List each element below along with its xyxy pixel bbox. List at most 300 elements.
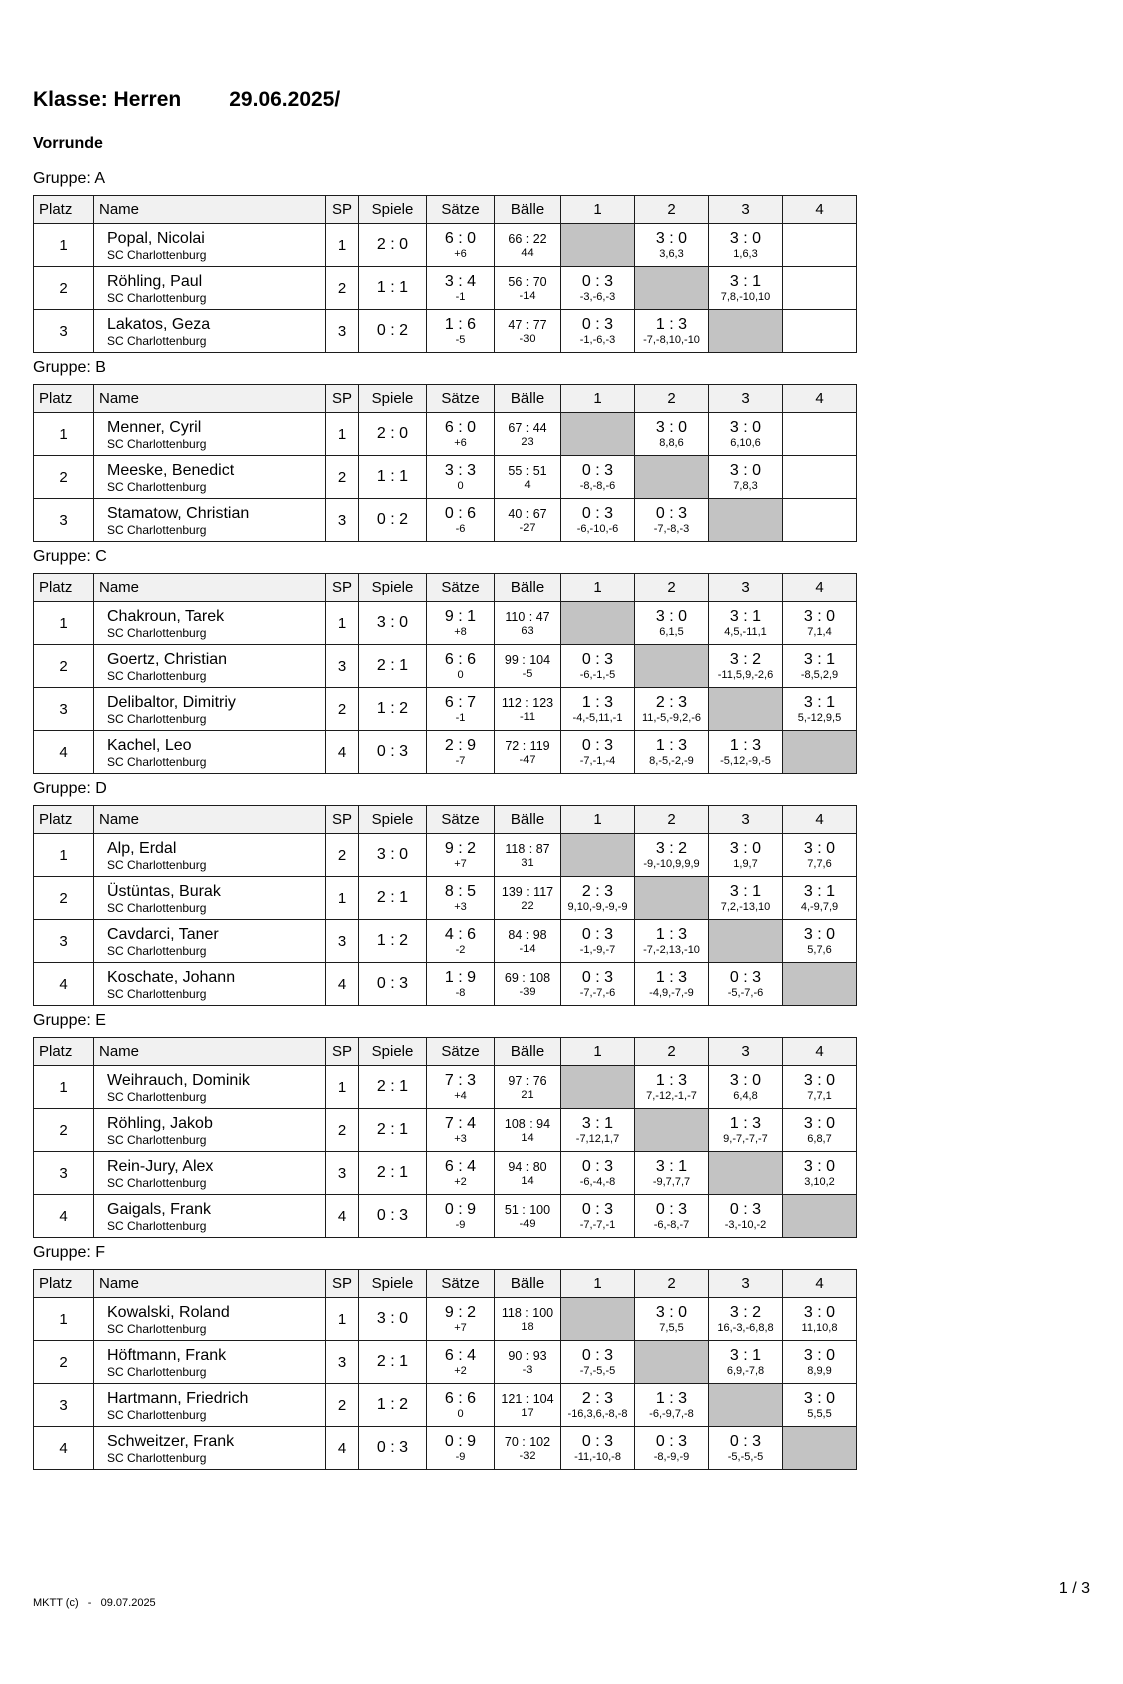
player-row [34, 645, 857, 688]
name-cell [94, 1298, 326, 1341]
saetze-cell [427, 920, 495, 963]
column-header: Sätze [427, 1270, 495, 1298]
spiele-cell: 0 : 3 [359, 1427, 427, 1470]
spiele-cell: 1 : 2 [359, 920, 427, 963]
name-cell [94, 688, 326, 731]
match-cell [783, 1384, 857, 1427]
player-name: Popal, Nicolai [107, 229, 205, 247]
name-cell [94, 1109, 326, 1152]
column-header: 1 [561, 806, 635, 834]
player-row [34, 602, 857, 645]
spiele-cell: 2 : 1 [359, 1066, 427, 1109]
group-section-b [33, 359, 1123, 542]
saetze-cell [427, 877, 495, 920]
player-row [34, 1195, 857, 1238]
baelle-cell [495, 1066, 561, 1109]
baelle-cell [495, 456, 561, 499]
column-header: Platz [34, 385, 94, 413]
player-club: SC Charlottenburg [107, 1132, 207, 1147]
baelle-cell [495, 267, 561, 310]
baelle-cell [495, 1195, 561, 1238]
player-club: SC Charlottenburg [107, 1175, 207, 1190]
column-header: Spiele [359, 574, 427, 602]
saetze-diff: +4 [454, 1090, 467, 1102]
baelle-cell [495, 877, 561, 920]
spiele-cell: 3 : 0 [359, 834, 427, 877]
column-header: 4 [783, 196, 857, 224]
baelle-diff: 4 [524, 478, 531, 491]
column-header: Bälle [495, 1270, 561, 1298]
platz-cell: 4 [34, 1195, 94, 1238]
player-name: Goertz, Christian [107, 650, 228, 668]
match-score: 3 : 2 [729, 1303, 762, 1321]
match-cell [561, 1341, 635, 1384]
sp-cell: 1 [326, 413, 359, 456]
match-score: 1 : 3 [655, 736, 688, 754]
column-header: Spiele [359, 196, 427, 224]
match-points: -6,-1,-5 [579, 668, 616, 681]
player-name: Koschate, Johann [107, 968, 236, 986]
column-header: 1 [561, 1038, 635, 1066]
group-label: Gruppe: D [33, 780, 107, 797]
match-cell [709, 731, 783, 774]
page-number: 1 / 3 [1058, 1580, 1090, 1597]
saetze-cell [427, 1298, 495, 1341]
match-cell [709, 834, 783, 877]
player-row [34, 1384, 857, 1427]
player-name: Meeske, Benedict [107, 461, 235, 479]
match-cell [561, 1152, 635, 1195]
match-points: -7,-1,-4 [579, 754, 616, 767]
name-cell [94, 877, 326, 920]
match-cell [783, 920, 857, 963]
player-club: SC Charlottenburg [107, 625, 207, 640]
baelle-score: 66 : 22 [508, 231, 547, 246]
name-cell [94, 645, 326, 688]
column-header: 2 [635, 1270, 709, 1298]
platz-cell: 2 [34, 877, 94, 920]
column-header: 2 [635, 1038, 709, 1066]
sp-cell: 3 [326, 1341, 359, 1384]
match-score: 3 : 1 [655, 1157, 688, 1175]
name-cell [94, 963, 326, 1006]
column-header: Bälle [495, 806, 561, 834]
column-header: 1 [561, 385, 635, 413]
match-score: 3 : 0 [803, 1114, 836, 1132]
match-score: 0 : 3 [655, 1432, 688, 1450]
match-cell [561, 310, 635, 353]
player-row [34, 834, 857, 877]
match-points: 6,4,8 [733, 1089, 758, 1102]
saetze-score: 9 : 2 [444, 1304, 477, 1321]
group-table-b [33, 384, 857, 542]
header-row [34, 1038, 857, 1066]
self-match-cell [561, 1066, 635, 1109]
self-match-cell [783, 731, 857, 774]
match-score: 0 : 3 [729, 1200, 762, 1218]
column-header: 4 [783, 1038, 857, 1066]
match-score: 1 : 3 [581, 693, 614, 711]
saetze-diff: +7 [454, 1322, 467, 1334]
baelle-score: 97 : 76 [508, 1073, 547, 1088]
match-cell [635, 1384, 709, 1427]
saetze-cell [427, 1152, 495, 1195]
saetze-score: 4 : 6 [444, 926, 477, 943]
baelle-diff: 17 [521, 1406, 534, 1419]
header-row [34, 806, 857, 834]
match-score: 0 : 3 [581, 925, 614, 943]
match-score: 3 : 1 [729, 1346, 762, 1364]
saetze-diff: +7 [454, 858, 467, 870]
match-cell [635, 963, 709, 1006]
column-header: SP [326, 1038, 359, 1066]
name-cell [94, 456, 326, 499]
match-points: -1,-9,-7 [579, 943, 616, 956]
platz-cell: 4 [34, 963, 94, 1006]
baelle-cell [495, 688, 561, 731]
player-row [34, 963, 857, 1006]
saetze-cell [427, 645, 495, 688]
match-cell [635, 1298, 709, 1341]
column-header: Sätze [427, 574, 495, 602]
spiele-cell: 3 : 0 [359, 602, 427, 645]
name-cell [94, 1195, 326, 1238]
baelle-diff: 14 [521, 1174, 534, 1187]
saetze-score: 0 : 9 [444, 1201, 477, 1218]
baelle-cell [495, 224, 561, 267]
match-score: 3 : 0 [803, 1157, 836, 1175]
baelle-cell [495, 1341, 561, 1384]
match-points: -5,-7,-6 [727, 986, 764, 999]
spiele-cell: 1 : 1 [359, 267, 427, 310]
column-header: 2 [635, 806, 709, 834]
baelle-score: 40 : 67 [508, 506, 547, 521]
saetze-cell [427, 1427, 495, 1470]
match-score: 3 : 0 [655, 607, 688, 625]
column-header: Spiele [359, 1038, 427, 1066]
platz-cell: 2 [34, 645, 94, 688]
match-cell [635, 834, 709, 877]
match-cell [709, 963, 783, 1006]
saetze-score: 6 : 6 [444, 651, 477, 668]
saetze-score: 9 : 2 [444, 840, 477, 857]
column-header: 3 [709, 806, 783, 834]
table-body [34, 413, 857, 542]
player-row [34, 1298, 857, 1341]
player-name: Kachel, Leo [107, 736, 192, 754]
empty-match-cell [783, 224, 857, 267]
baelle-score: 55 : 51 [508, 463, 547, 478]
table-body [34, 602, 857, 774]
saetze-diff: -1 [455, 712, 466, 724]
round-title: Vorrunde [33, 135, 103, 152]
baelle-cell [495, 920, 561, 963]
match-points: 8,-5,-2,-9 [649, 754, 694, 767]
match-points: 11,10,8 [801, 1321, 838, 1334]
match-cell [635, 688, 709, 731]
match-points: 6,1,5 [659, 625, 684, 638]
saetze-diff: -6 [455, 523, 466, 535]
match-score: 3 : 1 [729, 607, 762, 625]
spiele-cell: 0 : 3 [359, 1195, 427, 1238]
column-header: Name [94, 806, 326, 834]
sp-cell: 1 [326, 1298, 359, 1341]
match-score: 3 : 0 [655, 418, 688, 436]
saetze-cell [427, 834, 495, 877]
player-row [34, 688, 857, 731]
match-cell [635, 1066, 709, 1109]
baelle-diff: -14 [519, 942, 536, 955]
match-points: -4,-5,11,-1 [572, 711, 623, 724]
player-name: Menner, Cyril [107, 418, 202, 436]
saetze-cell [427, 267, 495, 310]
match-points: -11,-10,-8 [574, 1450, 621, 1463]
player-name: Röhling, Paul [107, 272, 203, 290]
player-club: SC Charlottenburg [107, 1321, 207, 1336]
spiele-cell: 0 : 3 [359, 963, 427, 1006]
match-score: 2 : 3 [581, 1389, 614, 1407]
match-points: 4,-9,7,9 [800, 900, 839, 913]
group-table-a [33, 195, 857, 353]
match-cell [561, 688, 635, 731]
match-score: 1 : 3 [655, 1389, 688, 1407]
name-cell [94, 1066, 326, 1109]
platz-cell: 4 [34, 731, 94, 774]
player-club: SC Charlottenburg [107, 436, 207, 451]
match-cell [635, 1152, 709, 1195]
match-score: 0 : 3 [655, 504, 688, 522]
column-header: Bälle [495, 1038, 561, 1066]
match-points: 7,7,6 [807, 857, 832, 870]
group-section-d [33, 780, 1123, 1006]
group-label: Gruppe: B [33, 359, 106, 376]
saetze-diff: 0 [457, 1408, 464, 1420]
match-cell [783, 1109, 857, 1152]
player-club: SC Charlottenburg [107, 754, 207, 769]
sp-cell: 4 [326, 731, 359, 774]
match-cell [561, 920, 635, 963]
spiele-cell: 0 : 3 [359, 731, 427, 774]
match-cell [561, 1195, 635, 1238]
saetze-score: 0 : 6 [444, 505, 477, 522]
match-points: 8,9,9 [807, 1364, 832, 1377]
table-head [34, 574, 857, 602]
saetze-diff: +2 [454, 1365, 467, 1377]
empty-match-cell [783, 499, 857, 542]
platz-cell: 3 [34, 310, 94, 353]
self-match-cell [635, 267, 709, 310]
match-points: -5,-5,-5 [727, 1450, 764, 1463]
match-points: -7,-7,-6 [579, 986, 616, 999]
match-points: 1,9,7 [733, 857, 758, 870]
column-header: Spiele [359, 1270, 427, 1298]
column-header: Bälle [495, 196, 561, 224]
self-match-cell [635, 456, 709, 499]
baelle-score: 84 : 98 [508, 927, 547, 942]
sp-cell: 4 [326, 963, 359, 1006]
sp-cell: 1 [326, 602, 359, 645]
match-cell [635, 499, 709, 542]
saetze-score: 1 : 9 [444, 969, 477, 986]
match-cell [561, 267, 635, 310]
column-header: SP [326, 196, 359, 224]
platz-cell: 3 [34, 1152, 94, 1195]
saetze-diff: +3 [454, 901, 467, 913]
column-header: 2 [635, 385, 709, 413]
player-name: Rein-Jury, Alex [107, 1157, 214, 1175]
match-cell [783, 834, 857, 877]
name-cell [94, 834, 326, 877]
sp-cell: 3 [326, 1152, 359, 1195]
baelle-cell [495, 1427, 561, 1470]
saetze-score: 0 : 9 [444, 1433, 477, 1450]
match-score: 2 : 3 [655, 693, 688, 711]
saetze-cell [427, 963, 495, 1006]
spiele-cell: 0 : 2 [359, 310, 427, 353]
player-club: SC Charlottenburg [107, 1218, 207, 1233]
name-cell [94, 267, 326, 310]
column-header: Name [94, 1270, 326, 1298]
match-cell [561, 1384, 635, 1427]
match-cell [783, 645, 857, 688]
name-cell [94, 920, 326, 963]
match-cell [561, 645, 635, 688]
match-points: -4,9,-7,-9 [649, 986, 694, 999]
match-score: 3 : 2 [729, 650, 762, 668]
match-cell [709, 645, 783, 688]
match-cell [709, 1341, 783, 1384]
baelle-score: 118 : 87 [505, 841, 550, 856]
baelle-cell [495, 963, 561, 1006]
column-header: 1 [561, 1270, 635, 1298]
saetze-diff: +3 [454, 1133, 467, 1145]
baelle-diff: -14 [519, 289, 536, 302]
match-score: 3 : 0 [803, 1303, 836, 1321]
self-match-cell [635, 645, 709, 688]
sp-cell: 3 [326, 645, 359, 688]
match-points: 6,10,6 [730, 436, 761, 449]
match-points: 7,1,4 [807, 625, 832, 638]
table-head [34, 806, 857, 834]
group-table-d [33, 805, 857, 1006]
name-cell [94, 224, 326, 267]
column-header: Name [94, 574, 326, 602]
match-points: 6,8,7 [807, 1132, 832, 1145]
spiele-cell: 3 : 0 [359, 1298, 427, 1341]
platz-cell: 1 [34, 413, 94, 456]
player-club: SC Charlottenburg [107, 668, 207, 683]
sp-cell: 2 [326, 1384, 359, 1427]
baelle-score: 67 : 44 [508, 420, 547, 435]
match-score: 2 : 3 [581, 882, 614, 900]
match-points: -7,12,1,7 [575, 1132, 620, 1145]
saetze-cell [427, 499, 495, 542]
saetze-score: 6 : 0 [444, 419, 477, 436]
saetze-diff: -9 [455, 1451, 466, 1463]
match-points: -8,5,2,9 [800, 668, 839, 681]
group-label: Gruppe: E [33, 1012, 106, 1029]
group-label: Gruppe: C [33, 548, 107, 565]
player-club: SC Charlottenburg [107, 857, 207, 872]
baelle-diff: 44 [521, 246, 534, 259]
saetze-diff: 0 [457, 669, 464, 681]
player-club: SC Charlottenburg [107, 900, 207, 915]
column-header: Platz [34, 574, 94, 602]
sp-cell: 1 [326, 1066, 359, 1109]
match-score: 1 : 3 [655, 968, 688, 986]
self-match-cell [561, 224, 635, 267]
page-title [33, 88, 1123, 112]
header-row [34, 574, 857, 602]
saetze-diff: 0 [457, 480, 464, 492]
player-name: Üstüntas, Burak [107, 882, 221, 900]
baelle-cell [495, 1384, 561, 1427]
sp-cell: 2 [326, 267, 359, 310]
self-match-cell [635, 877, 709, 920]
spiele-cell: 1 : 2 [359, 1384, 427, 1427]
self-match-cell [709, 1384, 783, 1427]
match-points: 9,10,-9,-9,-9 [567, 900, 628, 913]
match-score: 3 : 2 [655, 839, 688, 857]
spiele-cell: 2 : 1 [359, 1341, 427, 1384]
table-head [34, 1270, 857, 1298]
self-match-cell [783, 963, 857, 1006]
saetze-score: 6 : 4 [444, 1158, 477, 1175]
sp-cell: 1 [326, 877, 359, 920]
spiele-cell: 2 : 1 [359, 1152, 427, 1195]
match-score: 3 : 0 [729, 1071, 762, 1089]
spiele-cell: 2 : 1 [359, 1109, 427, 1152]
match-score: 0 : 3 [581, 736, 614, 754]
match-cell [783, 688, 857, 731]
match-cell [635, 1427, 709, 1470]
match-points: -6,-9,7,-8 [649, 1407, 694, 1420]
sp-cell: 2 [326, 1109, 359, 1152]
platz-cell: 1 [34, 834, 94, 877]
baelle-cell [495, 834, 561, 877]
header-row [34, 385, 857, 413]
match-points: 7,8,-10,10 [720, 290, 771, 303]
self-match-cell [561, 834, 635, 877]
saetze-score: 8 : 5 [444, 883, 477, 900]
player-row [34, 499, 857, 542]
empty-match-cell [783, 310, 857, 353]
saetze-cell [427, 224, 495, 267]
spiele-cell: 2 : 1 [359, 645, 427, 688]
match-cell [561, 877, 635, 920]
saetze-cell [427, 602, 495, 645]
match-points: -8,-8,-6 [579, 479, 616, 492]
match-points: 1,6,3 [733, 247, 758, 260]
player-club: SC Charlottenburg [107, 479, 207, 494]
player-club: SC Charlottenburg [107, 1407, 207, 1422]
baelle-score: 70 : 102 [504, 1434, 551, 1449]
match-points: -6,-10,-6 [576, 522, 619, 535]
player-name: Stamatow, Christian [107, 504, 250, 522]
class-title: Klasse: Herren [33, 88, 182, 111]
group-table-c [33, 573, 857, 774]
saetze-score: 9 : 1 [444, 608, 477, 625]
table-head [34, 385, 857, 413]
spiele-cell: 2 : 0 [359, 413, 427, 456]
column-header: Spiele [359, 806, 427, 834]
column-header: Platz [34, 1038, 94, 1066]
self-match-cell [635, 1341, 709, 1384]
group-label: Gruppe: A [33, 170, 106, 187]
self-match-cell [709, 499, 783, 542]
column-header: Bälle [495, 385, 561, 413]
group-section-a [33, 170, 1123, 353]
